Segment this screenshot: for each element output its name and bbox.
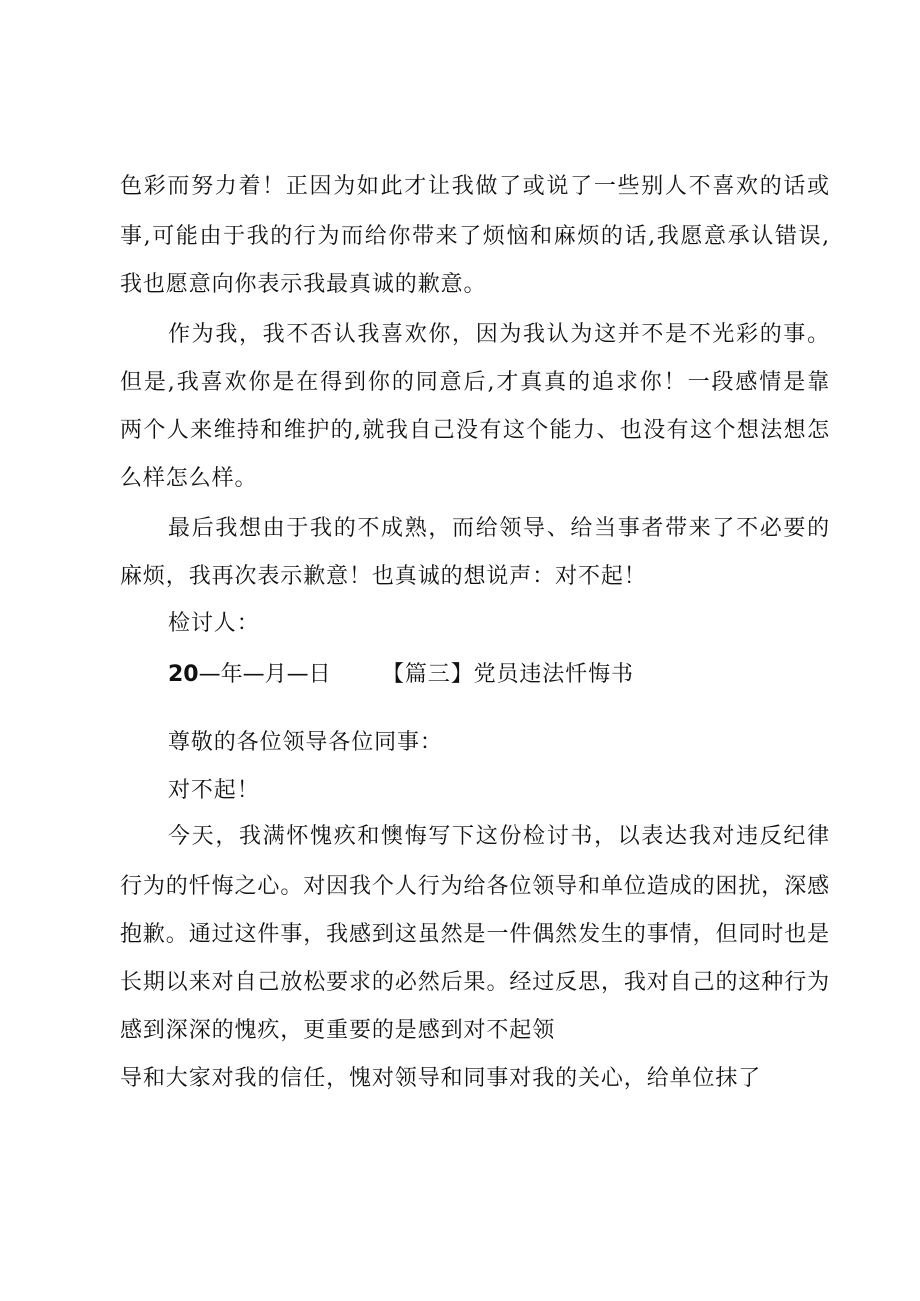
paragraph-line: 行为的忏悔之心。对因我个人行为给各位领导和单位造成的困扰，深感 — [120, 874, 830, 899]
date-year-number: 20 — [168, 662, 199, 687]
paragraph-line: 感到深深的愧疚，更重要的是感到对不起领 — [120, 1018, 556, 1043]
signature-label: 检讨人： — [168, 611, 260, 636]
paragraph-line: 么样怎么样。 — [120, 466, 258, 491]
salutation: 尊敬的各位领导各位同事： — [168, 730, 443, 755]
date-rest: —年—月—日 — [198, 662, 331, 687]
paragraph-line: 导和大家对我的信任，愧对领导和同事对我的关心，给单位抹了 — [120, 1066, 762, 1091]
paragraph-line: 作为我，我不否认我喜欢你，因为我认为这并不是不光彩的事。 — [168, 322, 830, 347]
apology-line: 对不起！ — [168, 778, 260, 803]
paragraph-line: 麻烦，我再次表示歉意！也真诚的想说声：对不起！ — [120, 564, 647, 589]
paragraph-line: 事,可能由于我的行为而给你带来了烦恼和麻烦的话,我愿意承认错误, — [120, 224, 830, 249]
paragraph-line: 但是,我喜欢你是在得到你的同意后,才真真的追求你！一段感情是靠 — [120, 370, 830, 395]
paragraph-line: 今天，我满怀愧疚和懊悔写下这份检讨书，以表达我对违反纪律 — [168, 824, 830, 849]
section-title: 【篇三】党员违法忏悔书 — [382, 662, 634, 687]
paragraph-line: 长期以来对自己放松要求的必然后果。经过反思，我对自己的这种行为 — [120, 970, 830, 995]
paragraph-line: 最后我想由于我的不成熟，而给领导、给当事者带来了不必要的 — [168, 516, 830, 541]
paragraph-line: 抱歉。通过这件事，我感到这虽然是一件偶然发生的事情，但同时也是 — [120, 922, 830, 947]
paragraph-line: 两个人来维持和维护的,就我自己没有这个能力、也没有这个想法想怎 — [120, 418, 830, 443]
sign-date — [168, 660, 331, 690]
paragraph-line: 我也愿意向你表示我最真诚的歉意。 — [120, 272, 487, 297]
paragraph-line: 色彩而努力着！正因为如此才让我做了或说了一些别人不喜欢的话或 — [120, 174, 830, 199]
